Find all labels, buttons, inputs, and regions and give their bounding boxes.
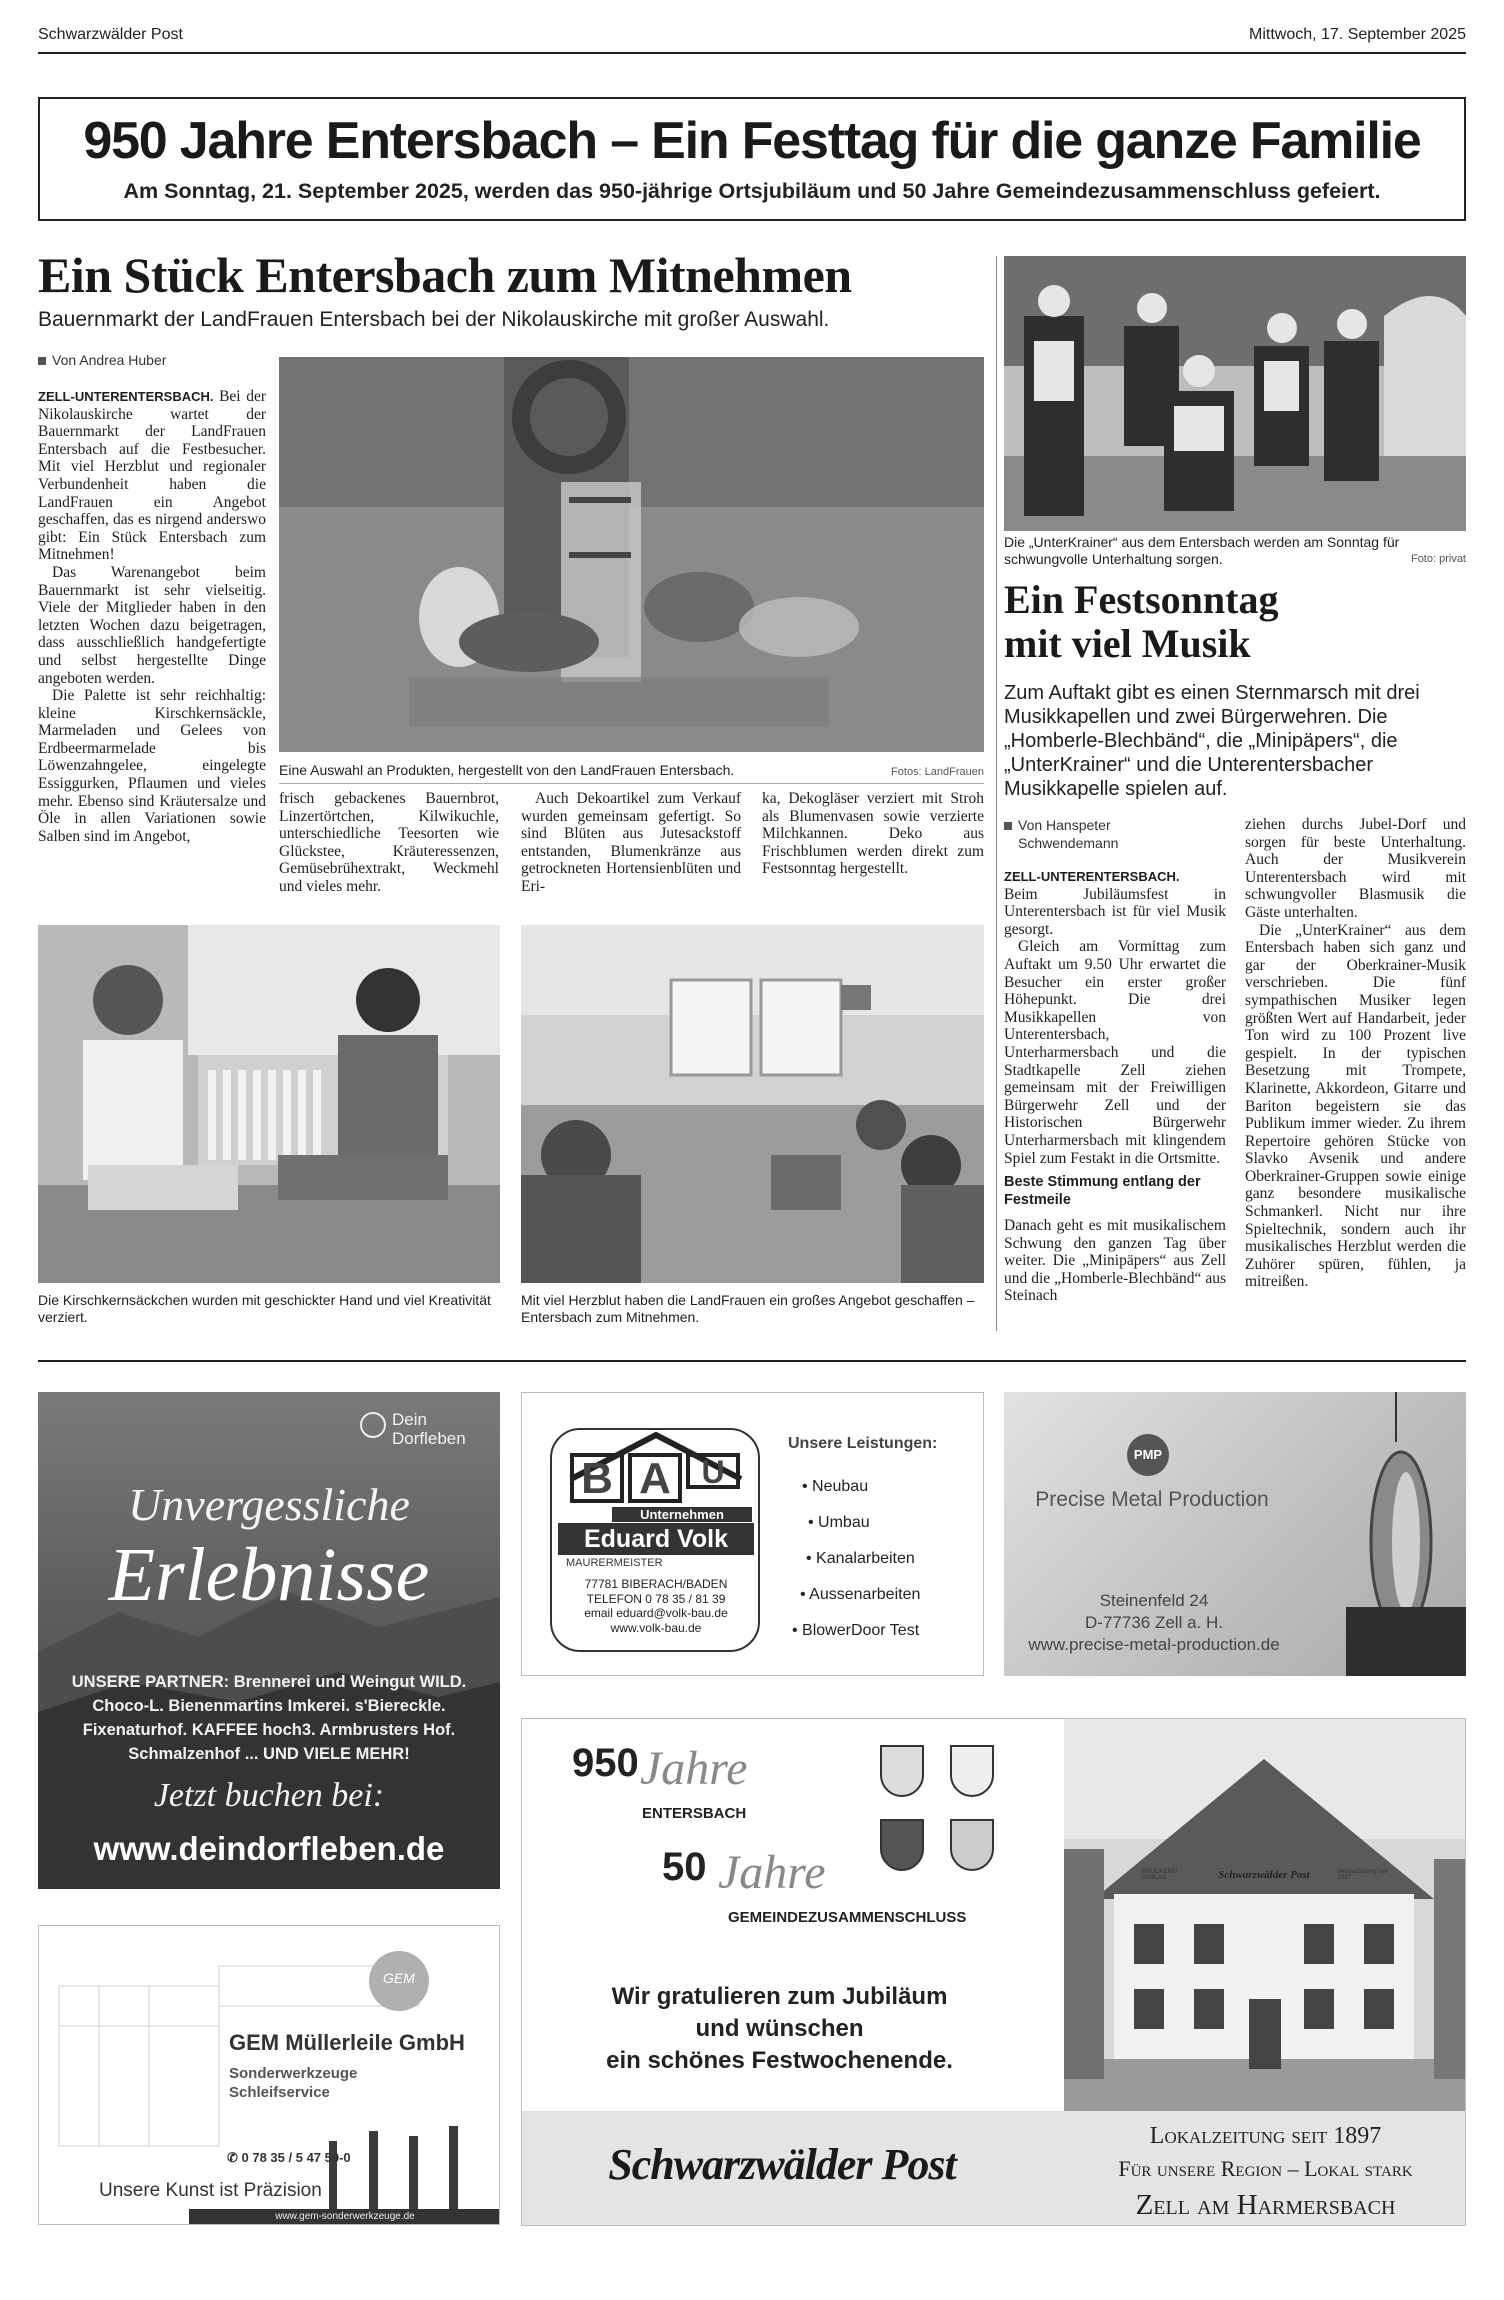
paragraph: Bei der Nikolauskirche wartet der Bauernmarkt der LandFrauen Entersbach auf die Festbesucher. Mit viel Herzblut und regionaler Verbundenheit haben die LandFrauen ein Angebot geschaffen, das es nirgend anderswo gibt: Ein Stück Entersbach zum Mitnehmen! [38, 388, 266, 564]
sign-top: Schwarzwälder Post [1218, 1869, 1310, 1881]
building-illustration [1064, 1719, 1466, 2111]
article2-subhead: Beste Stimmung entlang der Festmeile [1004, 1174, 1201, 1209]
dateline: ZELL-UNTERENTERSBACH. [1004, 869, 1180, 884]
photo-kirschkern [38, 925, 500, 1283]
list-item: • Kanalarbeiten [806, 1550, 915, 1567]
photo-kirschkern-caption: Die Kirschkernsäckchen wurden mit geschickter Hand und viel Kreativität verziert. [38, 1292, 491, 1325]
gem-services: Sonderwerkzeuge Schleifservice [229, 2065, 358, 2101]
sign-left: DRUCKEREI VERLAG [1142, 1869, 1178, 1881]
ad-jubilaeum [521, 1718, 1466, 2226]
photo-post-building [1064, 1719, 1466, 2111]
pmp-web[interactable]: www.precise-metal-production.de [1028, 1635, 1280, 1654]
article2-lead: Zum Auftakt gibt es einen Sternmarsch mit drei Musikkapellen und zwei Bürgerwehren. Die „Homberle-Blechbänd“, die „Minipäpers“, die „UnterKrainer“ und die Unterentersbacher Musikkapelle spielen auf. [1004, 682, 1420, 800]
photo-credit: Foto: privat [1410, 553, 1466, 565]
ad-bau-volk [521, 1392, 984, 1676]
jubi-merge: GEMEINDEZUSAMMENSCHLUSS [728, 1909, 967, 1926]
list-item: • BlowerDoor Test [792, 1622, 920, 1639]
coat-of-arms-icons [880, 1745, 1010, 1875]
bau-services-title: Unsere Leistungen: [788, 1435, 938, 1452]
bau-letter-u: U [686, 1453, 740, 1489]
sign-right: Heimatzeitung seit 1897 [1338, 1869, 1388, 1881]
dorfleben-partners: UNSERE PARTNER: Brennerei und Weingut WILD. Choco-L. Bienenmartins Imkerei. s'Biereckle. Fixenaturhof. KAFFEE hoch3. Armbrusters Hof. Schmalzenhof ... UND VIELE MEHR! [71, 1673, 467, 1763]
photo-unterkrainer [1004, 256, 1466, 531]
issue-date: Mittwoch, 17. September 2025 [1248, 26, 1466, 43]
jubi-congrats: Wir gratulieren zum Jubiläum und wünschen ein schönes Festwochenende. [606, 1983, 953, 2074]
jubi-script-2: Jahre [718, 1846, 826, 1899]
jubi-num-950: 950 [572, 1741, 639, 1785]
pmp-name: Precise Metal Production [1035, 1488, 1269, 1511]
coat-of-arms-saint-icon [950, 1819, 994, 1871]
gem-name: GEM Müllerleile GmbH [229, 2030, 465, 2055]
pmp-logo: PMP [1127, 1434, 1169, 1476]
column-divider [996, 256, 997, 1331]
list-item: • Aussenarbeiten [800, 1586, 921, 1603]
paragraph: Das Warenangebot beim Bauernmarkt ist sehr vielseitig. Viele der Mitglieder haben in den letzten Wochen dazu beigetragen, dass ausschließlich handgefertigte und selbst hergestellte Dinge angeboten werden. [38, 563, 266, 687]
jubi-paper-logo: Schwarzwälder Post [608, 2140, 956, 2189]
byline-marker-icon [1004, 822, 1012, 830]
band-illustration [1004, 256, 1466, 531]
jubi-taglines: Lokalzeitung seit 1897 Für unsere Region – Lokal stark Zell am Harmersbach [1118, 2123, 1413, 2221]
jubi-num-50: 50 [662, 1845, 707, 1889]
photo-products-caption: Eine Auswahl an Produkten, hergestellt von den LandFrauen Entersbach. Fotos: LandFrauen [279, 762, 984, 779]
article1-col4: ka, Dekogläser verziert mit Stroh als Blumenvasen sowie verzierte Milchkannen. Deko aus Frischblumen werden direkt zum Festsonntag hergestellt. [762, 790, 984, 878]
coat-of-arms-plow-icon [950, 1745, 994, 1797]
article2-byline: Von Hanspeter Schwendemann [1004, 816, 1118, 852]
jubi-script-1: Jahre [640, 1742, 748, 1795]
bau-letters [570, 1453, 740, 1503]
photo-credit: Fotos: LandFrauen [891, 766, 984, 778]
header-rule [38, 52, 1466, 54]
bau-unternehmen: Unternehmen [612, 1507, 752, 1522]
dorfleben-cta: Jetzt buchen bei: [153, 1777, 385, 1814]
bau-name: Eduard Volk [558, 1523, 754, 1555]
pmp-address: Steinenfeld 24 D-77736 Zell a. H. www.precise-metal-production.de [1004, 1590, 1304, 1656]
dorfleben-script-2: Erlebnisse [108, 1533, 430, 1617]
gem-slogan: Unsere Kunst ist Präzision [99, 2180, 322, 2201]
paragraph: Die Palette ist sehr reichhaltig: kleine Kirschkernsäckle, Marmeladen und Gelees von Erdbeermarmelade bis Löwenzahngelee, eingelegte Essiggurken, Pflaumen und vieles mehr. Ebenso sind Kräutersalze und Öle in allen Variationen sowie Salben sind im Angebot, [38, 687, 266, 845]
article1-col3: Auch Dekoartikel zum Verkauf wurden gemeinsam gefertigt. So sind Blüten aus Jutesackstoff entstanden, Blumenkränze aus getrockneten Hortensienblüten und Eri- [521, 790, 741, 895]
article1-col1 [38, 388, 266, 845]
coat-of-arms-tree-icon [880, 1745, 924, 1797]
article2-col1: ZELL-UNTERENTERSBACH. Beim Jubiläumsfest in Unterentersbach ist für viel Musik gesorgt. Gleich am Vormittag zum Auftakt um 9.50 Uhr erwartet die Besucher ein erster großer Höhepunkt. Die drei Musikkapellen von Unterentersbach, Unterharmersbach und die Stadtkapelle Zell ziehen gemeinsam mit der Freiwilligen Bürgerwehr Zell und der Historischen Bürgerwehr Unterharmersbach mit klingendem Spiel zum Festakt in die Ortsmitte. Beste Stimmung entlang der Festmeile Danach geht es mit musikalischem Schwung den ganzen Tag über weiter. Die „Minipäpers“ aus Zell und die „Homberle-Blechbänd“ aus Steinach [1004, 869, 1226, 1305]
byline-text: Von Andrea Huber [52, 352, 167, 368]
article2-headline-1: Ein Festsonntag [1004, 577, 1279, 622]
jubi-place: ENTERSBACH [642, 1805, 747, 1822]
caption-rule [279, 783, 984, 784]
dorfleben-url[interactable]: www.deindorfleben.de [93, 1830, 445, 1867]
products-illustration [279, 357, 984, 752]
banner-subtitle: Am Sonntag, 21. September 2025, werden das 950-jährige Ortsjubiläum und 50 Jahre Gemeindezusammenschluss gefeiert. [123, 179, 1381, 203]
dorfleben-script-1: Unvergessliche [128, 1479, 410, 1530]
gem-logo: GEM [383, 1970, 415, 1986]
bau-contact: 77781 BIBERACH/BADEN TELEFON 0 78 35 / 81 39 email eduard@volk-bau.de www.volk-bau.de [584, 1577, 728, 1635]
list-item: • Umbau [808, 1514, 870, 1531]
photo-unterkrainer-caption: Die „UnterKrainer“ aus dem Entersbach werden am Sonntag für schwungvolle Unterhaltung sorgen. Foto: privat [1004, 534, 1466, 567]
article1-byline [38, 352, 166, 368]
bau-title: MAURERMEISTER [566, 1557, 663, 1569]
kirschkern-illustration [38, 925, 500, 1283]
bau-services [792, 1469, 920, 1649]
photo-products [279, 357, 984, 752]
ad-gem [38, 1925, 500, 2225]
dorfleben-logo: Dein Dorfleben [392, 1410, 466, 1448]
byline-marker-icon [38, 357, 46, 365]
photo-landfrauen-table [521, 925, 984, 1283]
ads-section-rule [38, 1360, 1466, 1362]
dateline: ZELL-UNTERENTERSBACH. [38, 389, 214, 404]
phone-icon: ✆ [227, 2150, 242, 2165]
article1-subhead: Bauernmarkt der LandFrauen Entersbach bei der Nikolauskirche mit großer Auswahl. [38, 308, 830, 331]
photo-landfrauen-caption: Mit viel Herzblut haben die LandFrauen ein großes Angebot geschaffen – Entersbach zum Mitnehmen. [521, 1292, 975, 1325]
article2-col2: ziehen durchs Jubel-Dorf und sorgen für beste Unterhaltung. Auch der Musikverein Unterentersbach wird mit schwungvoller Blasmusik die Gäste unterhalten. Die „UnterKrainer“ aus dem Entersbach haben sich ganz und gar der Oberkrainer-Musik verschrieben. Die fünf sympathischen Musiker legen größten Wert auf Handarbeit, jeder Ton wird zu 100 Prozent live gespielt. In der typischen Besetzung mit Trompete, Klarinette, Akkordeon, Gitarre und Bariton begeistern sie das Publikum immer wieder. Zu ihrem Repertoire gehören Stücke von Slavko Avsenik und andere Oberkrainer-Gruppen sowie einige ganz besondere musikalische Schmankerl. Nicht nur ihre Spieltechnik, sondern auch ihr musikalisches Herzblut werden die Zuhörer spüren, fühlen, ja mitreißen. [1245, 816, 1466, 1291]
gem-web[interactable]: www.gem-sonderwerkzeuge.de [275, 2211, 415, 2222]
ad-dorfleben [38, 1392, 500, 1889]
banner-box [38, 97, 1466, 221]
gem-phone: ✆ 0 78 35 / 5 47 59-0 [227, 2150, 351, 2165]
table-illustration [521, 925, 984, 1283]
gear-part-icon [1306, 1392, 1466, 1676]
bau-letter-a: A [628, 1453, 682, 1503]
article2-headline-2: mit viel Musik [1004, 621, 1251, 666]
list-item: • Neubau [802, 1478, 869, 1495]
bau-letter-b: B [570, 1453, 624, 1503]
article1-headline: Ein Stück Entersbach zum Mitnehmen [38, 247, 852, 303]
ad-pmp [1004, 1392, 1466, 1676]
paper-name: Schwarzwälder Post [38, 26, 183, 43]
dorfleben-logo-icon [360, 1412, 386, 1438]
article1-col2: frisch gebackenes Bauernbrot, Linzertörtchen, Kilwikuchle, unterschiedliche Teesorten wie Glückstee, Kräuteressenzen, Gemüsebrühextrakt, Weckmehl und vieles mehr. [279, 790, 499, 895]
banner-title: 950 Jahre Entersbach – Ein Festtag für die ganze Familie [83, 112, 1421, 170]
coat-of-arms-eagle-icon [880, 1819, 924, 1871]
